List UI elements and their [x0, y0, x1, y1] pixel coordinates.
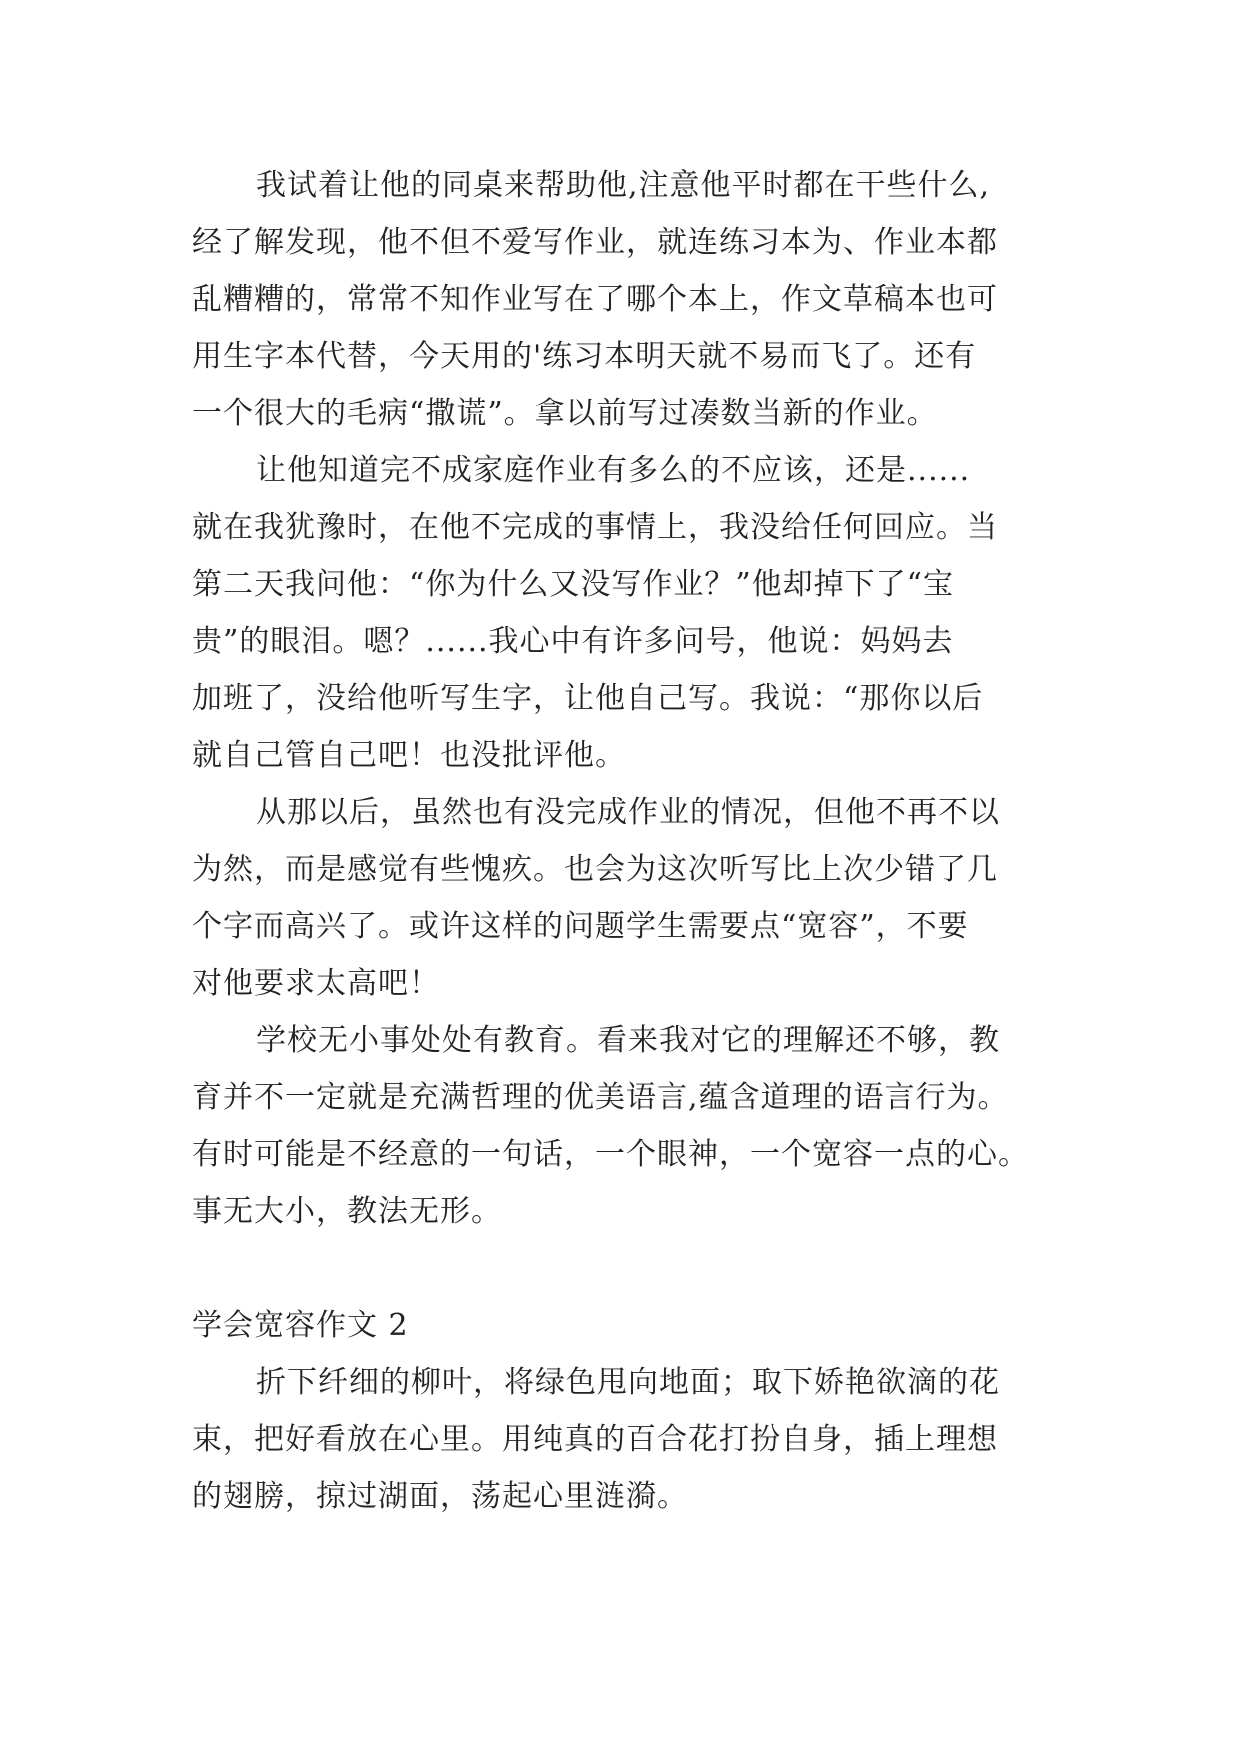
paragraph-2-line-1: 让他知道完不成家庭作业有多么的不应该，还是...... — [256, 453, 971, 488]
paragraph-2-line-6: 就自己管自己吧！也没批评他。 — [192, 738, 626, 773]
paragraph-4-line-3: 有时可能是不经意的一句话，一个眼神，一个宽容一点的心。 — [192, 1137, 1029, 1172]
paragraph-5-line-3: 的翅膀，掠过湖面，荡起心里涟漪。 — [192, 1479, 688, 1514]
paragraph-3-line-4: 对他要求太高吧！ — [192, 966, 440, 1001]
paragraph-1-line-2: 经了解发现，他不但不爱写作业，就连练习本为、作业本都 — [192, 225, 998, 260]
paragraph-2-line-3: 第二天我问他：“你为什么又没写作业？”他却掉下了“宝 — [192, 567, 955, 602]
paragraph-4-line-4: 事无大小，教法无形。 — [192, 1194, 502, 1229]
paragraph-3-line-3: 个字而高兴了。或许这样的问题学生需要点“宽容”，不要 — [192, 909, 969, 944]
paragraph-2-line-5: 加班了，没给他听写生字，让他自己写。我说：“那你以后 — [192, 681, 984, 716]
paragraph-1-line-3: 乱糟糟的，常常不知作业写在了哪个本上，作文草稿本也可 — [192, 282, 998, 317]
paragraph-2-line-2: 就在我犹豫时，在他不完成的事情上，我没给任何回应。当 — [192, 510, 998, 545]
paragraph-1-line-1: 我试着让他的同桌来帮助他,注意他平时都在干些什么, — [256, 168, 991, 203]
paragraph-4-line-1: 学校无小事处处有教育。看来我对它的理解还不够，教 — [256, 1023, 1000, 1058]
paragraph-2-line-4: 贵”的眼泪。嗯？......我心中有许多问号，他说：妈妈去 — [192, 624, 954, 659]
paragraph-5-line-2: 束，把好看放在心里。用纯真的百合花打扮自身，插上理想 — [192, 1422, 998, 1457]
paragraph-1-line-5: 一个很大的毛病“撒谎”。拿以前写过凑数当新的作业。 — [192, 396, 938, 431]
paragraph-1-line-4: 用生字本代替，今天用的'练习本明天就不易而飞了。还有 — [192, 339, 977, 374]
paragraph-3-line-1: 从那以后，虽然也有没完成作业的情况，但他不再不以 — [256, 795, 1000, 830]
paragraph-3-line-2: 为然，而是感觉有些愧疚。也会为这次听写比上次少错了几 — [192, 852, 998, 887]
paragraph-5-line-1: 折下纤细的柳叶，将绿色甩向地面；取下娇艳欲滴的花 — [256, 1365, 1000, 1400]
section-title: 学会宽容作文 2 — [192, 1308, 409, 1343]
paragraph-4-line-2: 育并不一定就是充满哲理的优美语言,蕴含道理的语言行为。 — [192, 1080, 1009, 1115]
